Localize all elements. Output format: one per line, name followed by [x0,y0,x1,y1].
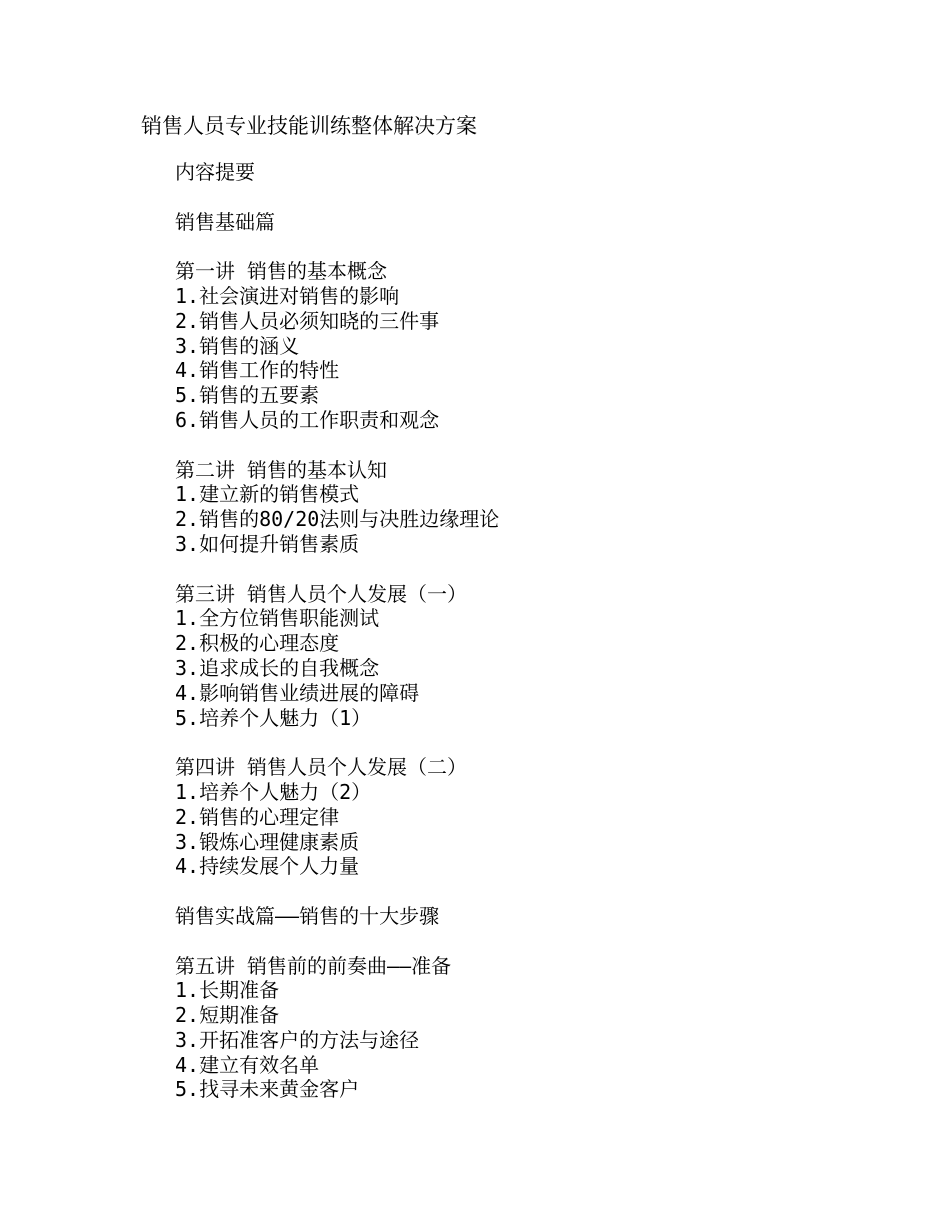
lecture2-heading: 第二讲 销售的基本认知 [175,457,388,482]
list-item: 1.建立新的销售模式 [175,482,360,507]
spacer [175,234,499,259]
list-item: 4.建立有效名单 [175,1052,320,1077]
list-item: 5.找寻未来黄金客户 [175,1077,360,1102]
list-item: 3.销售的涵义 [175,333,300,358]
list-item: 3.如何提升销售素质 [175,531,360,556]
part2-heading: 销售实战篇——销售的十大步骤 [175,903,440,928]
list-item: 1.长期准备 [175,978,280,1003]
list-item: 4.持续发展个人力量 [175,854,360,879]
list-item: 2.积极的心理态度 [175,631,340,656]
list-item: 2.销售的80/20法则与决胜边缘理论 [175,507,500,532]
list-item: 1.全方位销售职能测试 [175,606,380,631]
lecture2-section [175,458,499,557]
list-item: 3.锻炼心理健康素质 [175,829,360,854]
lecture5-section [175,954,499,1103]
list-item: 2.短期准备 [175,1003,280,1028]
document-title: 销售人员专业技能训练整体解决方案 [141,114,477,138]
lecture4-heading: 第四讲 销售人员个人发展（二） [175,755,468,780]
lecture3-section [175,582,499,731]
list-item: 5.销售的五要素 [175,383,320,408]
list-item: 3.开拓准客户的方法与途径 [175,1027,420,1052]
spacer [175,185,499,210]
list-item: 1.社会演进对销售的影响 [175,283,400,308]
document-body [175,160,499,1102]
list-item: 2.销售的心理定律 [175,804,340,829]
lecture1-heading: 第一讲 销售的基本概念 [175,259,388,284]
spacer [175,879,499,904]
list-item: 4.销售工作的特性 [175,358,340,383]
lecture4-section [175,755,499,879]
list-item: 6.销售人员的工作职责和观念 [175,407,440,432]
list-item: 4.影响销售业绩进展的障碍 [175,680,420,705]
lecture3-heading: 第三讲 销售人员个人发展（一） [175,581,468,606]
spacer [175,433,499,458]
list-item: 3.追求成长的自我概念 [175,655,380,680]
lecture5-heading: 第五讲 销售前的前奏曲——准备 [175,953,452,978]
list-item: 2.销售人员必须知晓的三件事 [175,308,440,333]
spacer [175,929,499,954]
spacer [175,730,499,755]
list-item: 5.培养个人魅力（1） [175,705,372,730]
part1-heading: 销售基础篇 [175,209,275,234]
summary-heading: 内容提要 [175,160,255,184]
list-item: 1.培养个人魅力（2） [175,779,372,804]
spacer [175,557,499,582]
lecture1-section [175,259,499,433]
